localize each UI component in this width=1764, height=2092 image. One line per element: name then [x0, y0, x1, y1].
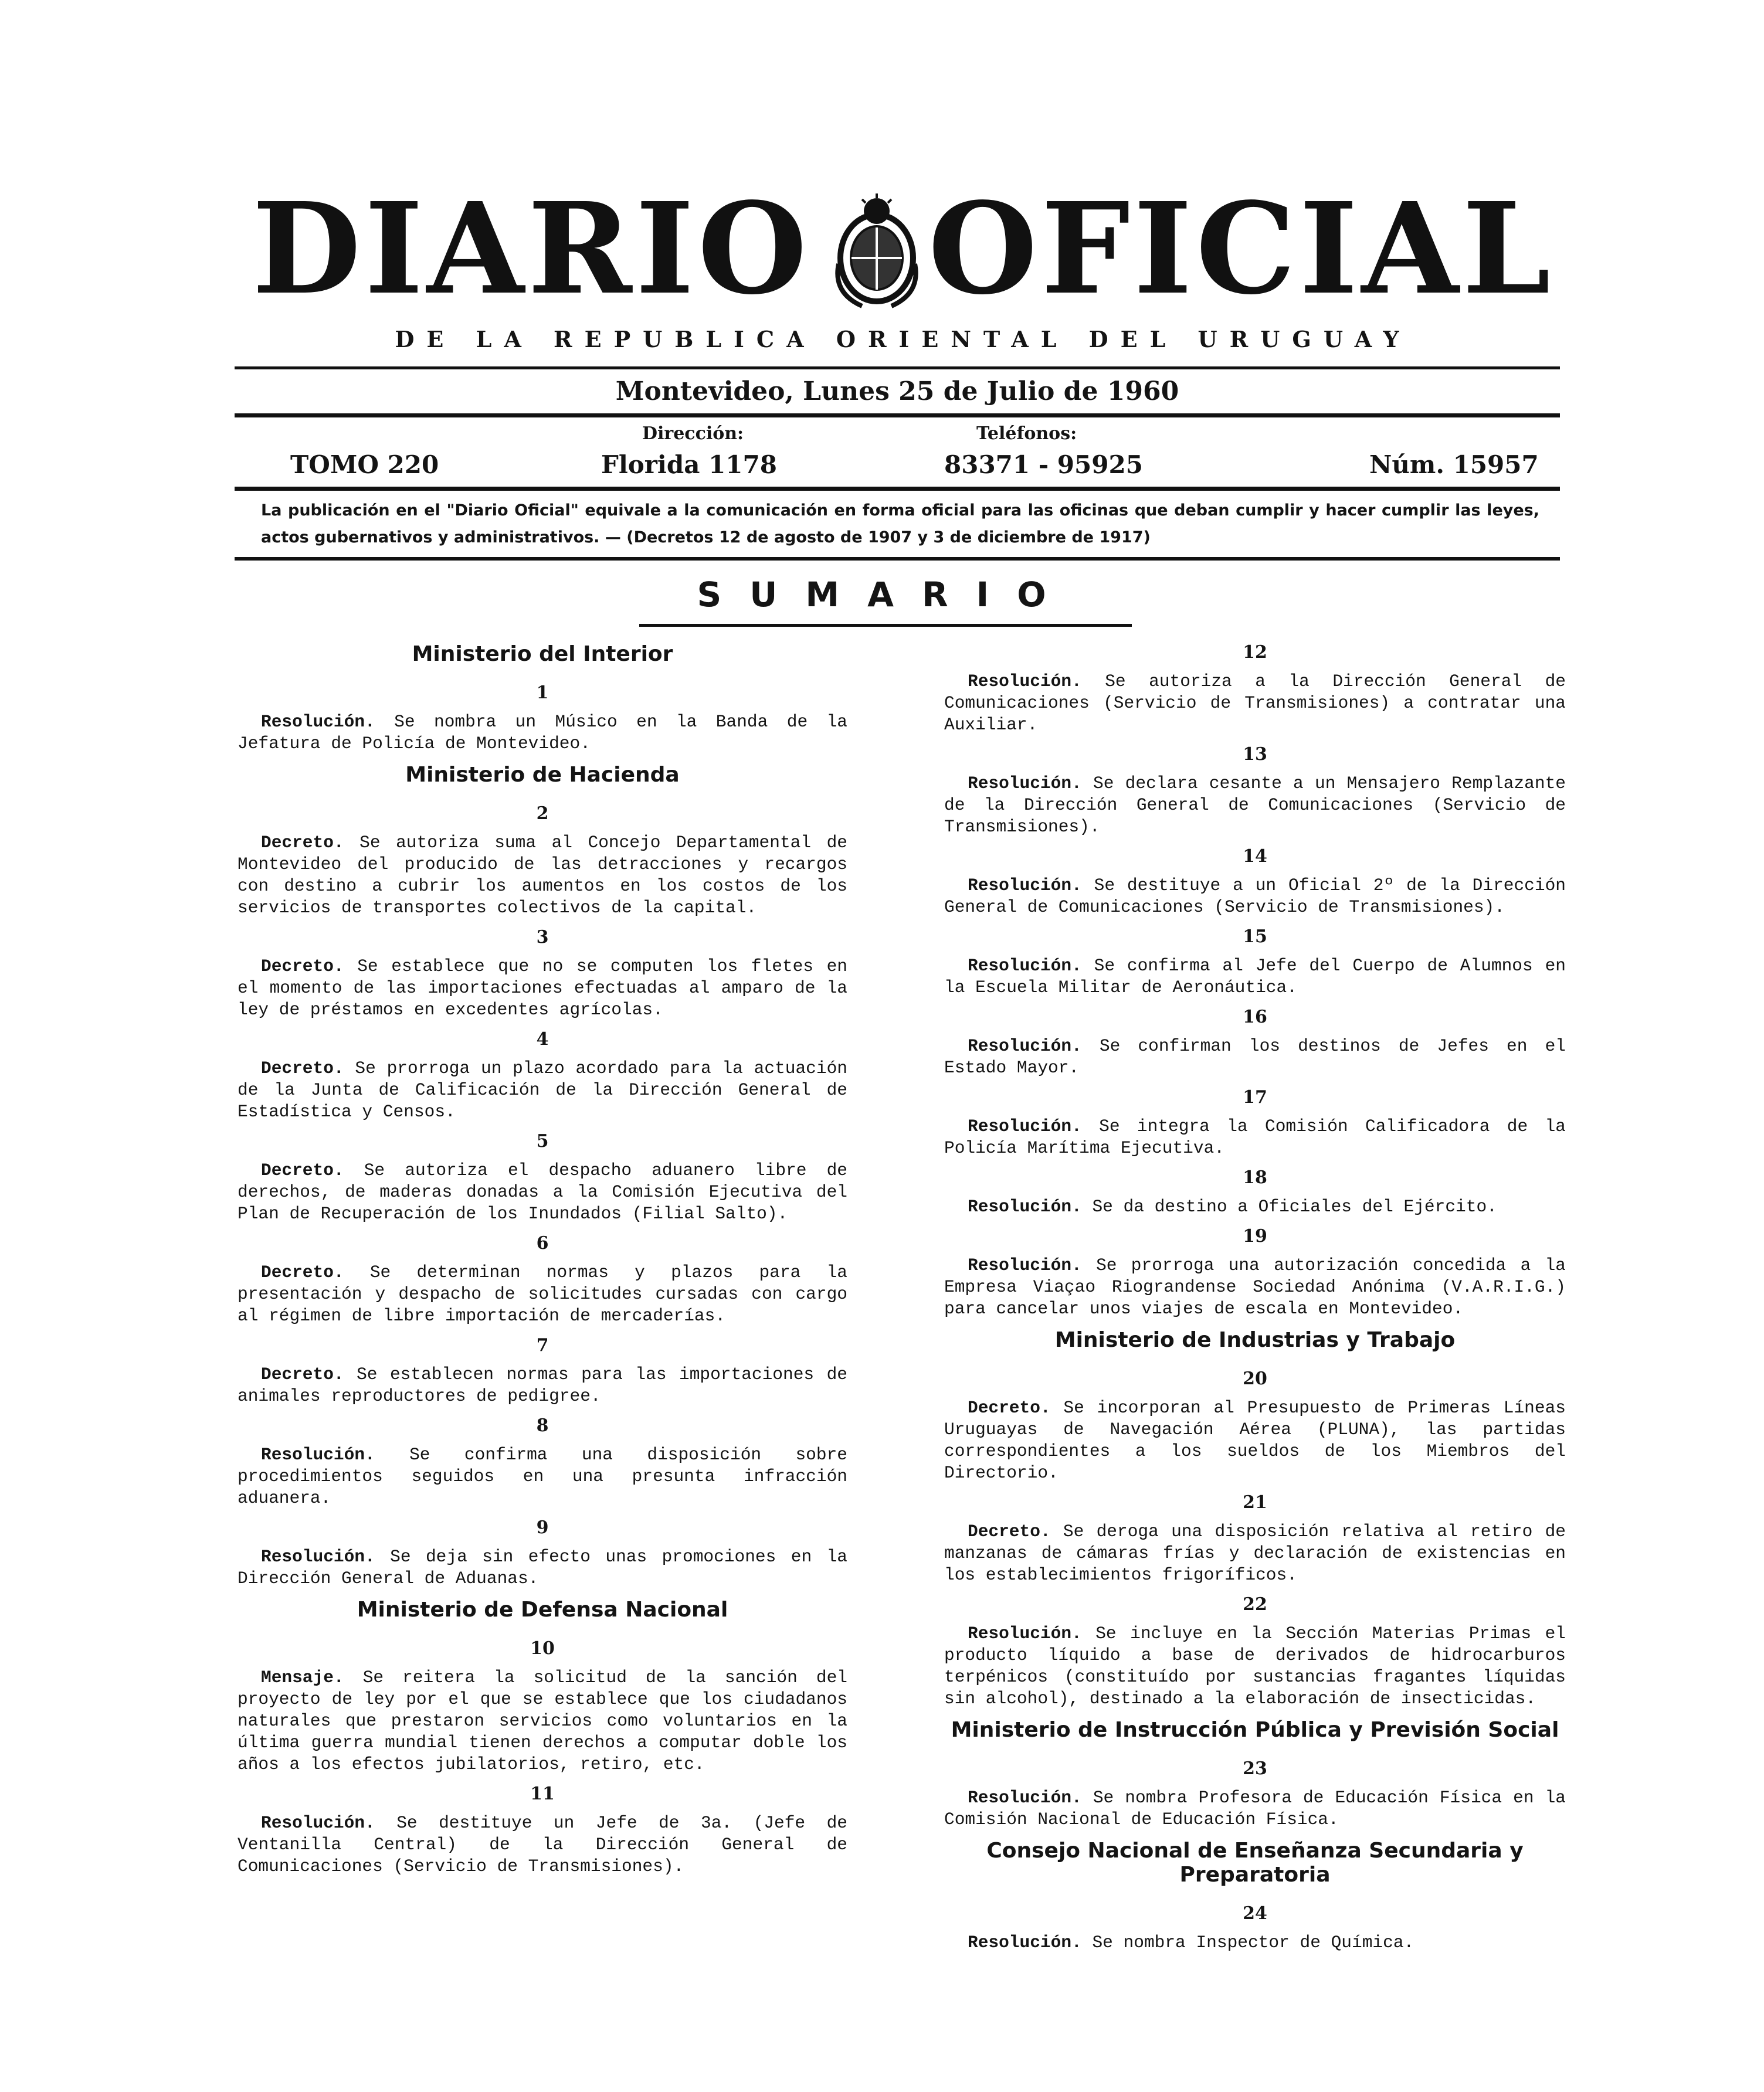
summary-left-column [238, 642, 847, 1886]
entry-text: Se prorroga una autorización concedida a la Empresa Viaçao Riograndense Sociedad Anónima (V.A.R.I.G.) para cancelar unos viajes de escala en Montevideo. [944, 1255, 1566, 1319]
entry-type: Resolución. [968, 1036, 1082, 1056]
entry-type: Resolución. [968, 1197, 1082, 1217]
divider-rule [235, 487, 1560, 491]
summary-entry [238, 1058, 847, 1123]
entry-number: 19 [1243, 1226, 1267, 1247]
summary-entry [944, 773, 1566, 838]
entry-text: Se integra la Comisión Calificadora de la Policía Marítima Ejecutiva. [944, 1116, 1566, 1158]
entry-text: Se destituye a un Oficial 2º de la Dirección General de Comunicaciones (Servicio de Transmisiones). [944, 875, 1566, 917]
entry-text: Se autoriza a la Dirección General de Comunicaciones (Servicio de Transmisiones) a contratar una Auxiliar. [944, 671, 1566, 735]
entry-number: 22 [1243, 1594, 1267, 1615]
entry-text: Se confirman los destinos de Jefes en el Estado Mayor. [944, 1036, 1566, 1078]
masthead [252, 176, 1554, 322]
entry-type: Decreto. [261, 1364, 344, 1384]
entry-text: Se confirma una disposición sobre procedimientos seguidos en una presunta infracción aduanera. [238, 1445, 847, 1508]
entry-number: 24 [1243, 1903, 1267, 1924]
summary-entry [944, 1521, 1566, 1586]
entry-text: Se incorporan al Presupuesto de Primeras Líneas Uruguayas de Navegación Aérea (PLUNA), las partidas correspondientes a los sueldos de los Miembros del Directorio. [944, 1398, 1566, 1483]
entry-type: Decreto. [968, 1522, 1051, 1541]
entry-text: Se establecen normas para las importaciones de animales reproductores de pedigree. [238, 1364, 847, 1406]
ministry-heading: Ministerio de Industrias y Trabajo [1054, 1328, 1456, 1352]
entry-number: 16 [1243, 1007, 1267, 1027]
summary-entry [238, 1667, 847, 1775]
summary-entry [238, 1444, 847, 1509]
entry-text: Se da destino a Oficiales del Ejército. [1092, 1197, 1497, 1217]
summary-entry [944, 1116, 1566, 1159]
entry-text: Se nombra un Músico en la Banda de la Jefatura de Policía de Montevideo. [238, 712, 847, 753]
divider-rule [235, 413, 1560, 417]
entry-number: 18 [1243, 1167, 1267, 1188]
entry-number: 6 [536, 1233, 549, 1254]
ministry-heading: Ministerio de Hacienda [405, 763, 680, 787]
entry-number: 3 [536, 927, 549, 947]
entry-type: Resolución. [968, 956, 1082, 976]
summary-entry [238, 1262, 847, 1327]
ministry-heading: Ministerio de Defensa Nacional [357, 1598, 728, 1622]
entry-number: 13 [1243, 744, 1267, 765]
entry-type: Resolución. [968, 1624, 1082, 1643]
entry-type: Resolución. [261, 1445, 375, 1465]
divider-rule [235, 557, 1560, 561]
entry-type: Decreto. [968, 1398, 1051, 1418]
entry-number: 9 [536, 1517, 549, 1538]
entry-type: Resolución. [968, 671, 1082, 691]
entry-number: 5 [536, 1131, 549, 1152]
entry-number: 1 [536, 682, 549, 703]
summary-entry [944, 875, 1566, 918]
telefonos-label: Teléfonos: [976, 423, 1077, 444]
sumario-heading: SUMARIO [697, 575, 1074, 614]
summary-entry [238, 1546, 847, 1590]
entry-text: Se declara cesante a un Mensajero Remplazante de la Dirección General de Comunicaciones (Servicio de Transmisiones). [944, 773, 1566, 837]
entry-number: 23 [1243, 1758, 1267, 1779]
summary-entry [944, 1787, 1566, 1830]
telefonos-value: 83371 - 95925 [944, 450, 1143, 479]
ministry-heading: Ministerio del Interior [412, 642, 673, 666]
entry-text: Se determinan normas y plazos para la presentación y despacho de solicitudes cursadas con cargo al régimen de libre importación de mercaderías. [238, 1262, 847, 1326]
entry-type: Resolución. [261, 1813, 375, 1833]
masthead-subtitle: DE LA REPUBLICA ORIENTAL DEL URUGUAY [395, 326, 1412, 352]
publication-date: Montevideo, Lunes 25 de Julio de 1960 [615, 376, 1179, 406]
summary-entry [944, 671, 1566, 736]
issue-number: Núm. 15957 [1369, 450, 1539, 479]
ministry-heading: Consejo Nacional de Enseñanza Secundaria y Preparatoria [986, 1839, 1524, 1887]
summary-entry [944, 1255, 1566, 1320]
entry-number: 10 [530, 1638, 555, 1659]
entry-number: 15 [1243, 926, 1267, 947]
direccion-value: Florida 1178 [601, 450, 777, 479]
summary-right-column [944, 642, 1566, 1962]
entry-type: Decreto. [261, 1058, 344, 1078]
entry-type: Decreto. [261, 833, 344, 853]
entry-text: Se deja sin efecto unas promociones en la Dirección General de Aduanas. [238, 1547, 847, 1588]
entry-text: Se deroga una disposición relativa al retiro de manzanas de cámaras frías y declaración de existencias en los establecimientos frigoríficos. [944, 1522, 1566, 1585]
entry-number: 14 [1243, 846, 1267, 867]
entry-type: Resolución. [968, 1933, 1082, 1952]
entry-type: Resolución. [968, 875, 1082, 895]
entry-number: 11 [530, 1784, 555, 1804]
entry-text: Se confirma al Jefe del Cuerpo de Alumnos en la Escuela Militar de Aeronáutica. [944, 956, 1566, 997]
entry-type: Decreto. [261, 1262, 344, 1282]
entry-number: 2 [536, 803, 549, 824]
entry-number: 17 [1243, 1087, 1267, 1108]
entry-type: Decreto. [261, 1160, 344, 1180]
entry-type: Resolución. [968, 1788, 1082, 1808]
summary-entry [944, 955, 1566, 999]
entry-text: Se incluye en la Sección Materias Primas el producto líquido a base de derivados de hidrocarburos terpénicos (constituído por sustancias fragantes líquidas sin alcohol), destinado a la elaboración de insecticidas. [944, 1624, 1566, 1709]
summary-entry [944, 1035, 1566, 1079]
entry-type: Mensaje. [261, 1668, 344, 1687]
entry-number: 20 [1243, 1368, 1267, 1389]
entry-text: Se nombra Profesora de Educación Física en la Comisión Nacional de Educación Física. [944, 1788, 1566, 1829]
summary-entry [944, 1932, 1566, 1954]
entry-type: Decreto. [261, 956, 344, 976]
entry-type: Resolución. [261, 1547, 375, 1567]
direccion-label: Dirección: [642, 423, 744, 444]
ministry-heading: Ministerio de Instrucción Pública y Previsión Social [951, 1718, 1559, 1742]
summary-entry [238, 1364, 847, 1407]
tomo-number: TOMO 220 [290, 450, 439, 479]
entry-number: 21 [1243, 1492, 1267, 1513]
masthead-title-left: DIARIO [252, 175, 811, 322]
entry-type: Resolución. [968, 1255, 1082, 1275]
sumario-underline [639, 624, 1132, 627]
entry-number: 4 [536, 1029, 549, 1050]
divider-rule [235, 366, 1560, 369]
entry-type: Resolución. [968, 773, 1082, 793]
summary-entry [238, 1160, 847, 1225]
entry-type: Resolución. [261, 712, 375, 732]
coat-of-arms-icon [827, 193, 927, 311]
entry-type: Resolución. [968, 1116, 1082, 1136]
entry-text: Se nombra Inspector de Química. [1092, 1933, 1414, 1952]
entry-text: Se prorroga un plazo acordado para la actuación de la Junta de Calificación de la Dirección General de Estadística y Censos. [238, 1058, 847, 1122]
entry-number: 12 [1243, 642, 1267, 663]
entry-text: Se destituye un Jefe de 3a. (Jefe de Ventanilla Central) de la Dirección General de Comunicaciones (Servicio de Transmisiones). [238, 1813, 847, 1876]
entry-number: 7 [536, 1335, 549, 1356]
entry-text: Se reitera la solicitud de la sanción del proyecto de ley por el que se establece que los ciudadanos naturales que prestaron servicios como voluntarios en la última guerra mundial tienen derechos a computar doble los años a los efectos jubilatorios, retiro, etc. [238, 1668, 847, 1774]
masthead-title-right: OFICIAL [928, 175, 1554, 322]
entry-text: Se autoriza el despacho aduanero libre de derechos, de maderas donadas a la Comisión Ejecutiva del Plan de Recuperación de los Inundados (Filial Salto). [238, 1160, 847, 1224]
summary-entry [944, 1397, 1566, 1484]
summary-entry [238, 832, 847, 919]
summary-entry [238, 956, 847, 1021]
entry-number: 8 [536, 1415, 549, 1436]
summary-entry [238, 1812, 847, 1877]
summary-entry [238, 711, 847, 755]
entry-text: Se autoriza suma al Concejo Departamental de Montevideo del producido de las detracciones y recargos con destino a cubrir los aumentos en los costos de los servicios de transportes colectivos de la capital. [238, 833, 847, 918]
summary-entry [944, 1196, 1566, 1218]
summary-entry [944, 1623, 1566, 1710]
legal-notice: La publicación en el "Diario Oficial" equivale a la comunicación en forma oficial para las oficinas que deban cumplir y hacer cumplir las leyes, actos gubernativos y administrativos. — (Decretos 12 de agosto de 1907 y 3 de diciembre de 1917) [261, 501, 1539, 546]
entry-text: Se establece que no se computen los fletes en el momento de las importaciones efectuadas al amparo de la ley de préstamos en excedentes agrícolas. [238, 956, 848, 1020]
